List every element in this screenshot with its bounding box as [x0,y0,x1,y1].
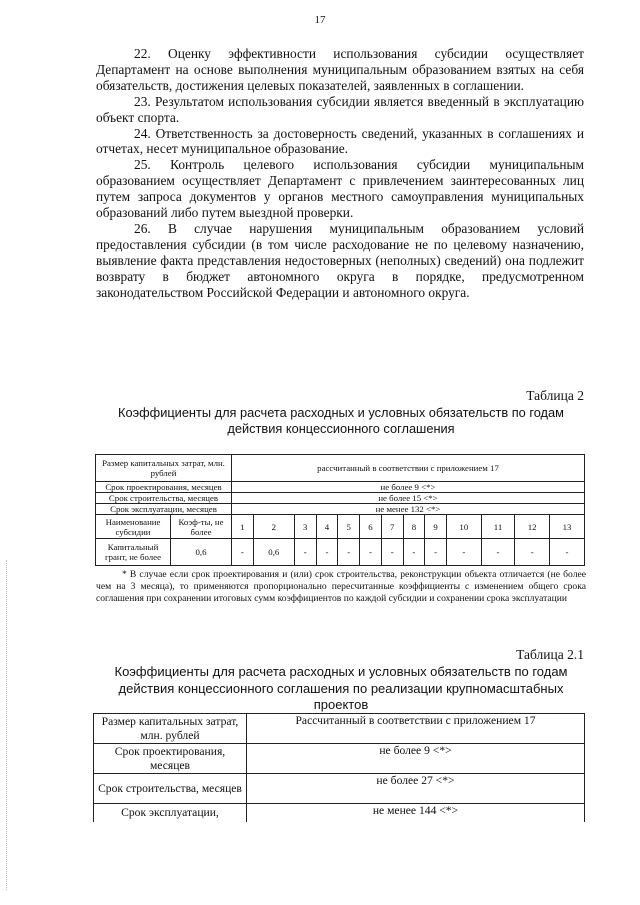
body-text [96,46,584,301]
table2-grant-coef: 0,6 [171,539,232,566]
scan-margin-line [6,560,8,890]
table2-label: Таблица 2 [526,388,584,403]
table21-row-label: Размер капитальных затрат, млн. рублей [94,714,247,744]
table2-year: 8 [403,515,425,539]
table21-row-label: Срок проектирования, месяцев [94,744,247,774]
table21-row-value: не менее 144 <*> [247,804,585,822]
table2-operation-label: Срок эксплуатации, месяцев [96,504,232,515]
table21-row-value: не более 27 <*> [247,774,585,804]
table2-grant-value: 0,6 [253,539,294,566]
table2-year: 10 [447,515,482,539]
table2-grant-value: - [316,539,338,566]
table2-year: 11 [481,515,515,539]
table21 [93,713,585,822]
page-number: 17 [314,14,326,26]
table2-grant-value: - [232,539,254,566]
table2-grant-value: - [338,539,360,566]
table2-grant-value: - [403,539,425,566]
table2-grant-value: - [515,539,550,566]
table21-title: Коэффициенты для расчета расходных и условных обязательств по годам действия концессионного соглашения по реализации крупномасштабных проектов [114,664,568,712]
table2-build-value: не более 15 <*> [232,493,585,504]
table2-year: 1 [232,515,254,539]
table2-year: 5 [338,515,360,539]
table2-header-coef: Коэф-ты, не более [171,515,232,539]
table2-footnote: * В случае если срок проектирования и (или) срок строительства, реконструкции объекта отличается (не более чем на 3 месяца), то применяются пропорционально пересчитанные коэффициенты с изменением общего срока соглашения при сохранении итоговых сумм коэффициентов по каждой субсидии и сохранении срока эксплуатации [96,569,586,605]
table21-label: Таблица 2.1 [516,647,584,662]
table2-grant-value: - [425,539,447,566]
paragraph-22: 22. Оценку эффективности использования субсидии осуществляет Департамент на основе выполнения муниципальным образованием взятых на себя обязательств, достижения целевых показателей, заявленных в соглашении. [96,46,584,93]
table2-grant-value: - [481,539,515,566]
table2-build-label: Срок строительства, месяцев [96,493,232,504]
table2-grant-value: - [294,539,316,566]
table2-title: Коэффициенты для расчета расходных и условных обязательств по годам действия концессионного соглашения [118,405,564,436]
table2-grant-value: - [381,539,403,566]
table2-grant-value: - [447,539,482,566]
table2-year: 2 [253,515,294,539]
table21-row-label: Срок эксплуатации, [94,804,247,822]
table21-row-value: не более 9 <*> [247,744,585,774]
table2-capital-label: Размер капитальных затрат, млн. рублей [96,455,232,482]
paragraph-23: 23. Результатом использования субсидии является введенный в эксплуатацию объект спорта. [96,93,584,125]
table2-year: 13 [550,515,585,539]
table2-grant-value: - [550,539,585,566]
table2-header-name: Наименование субсидии [96,515,171,539]
table2-operation-value: не менее 132 <*> [232,504,585,515]
table2-year: 9 [425,515,447,539]
table2 [95,454,585,566]
table2-year: 4 [316,515,338,539]
table2-year: 3 [294,515,316,539]
table2-year: 6 [360,515,382,539]
table2-year: 7 [381,515,403,539]
table2-design-value: не более 9 <*> [232,482,585,493]
table2-grant-label: Капитальный грант, не более [96,539,171,566]
table2-grant-value: - [360,539,382,566]
table2-capital-value: рассчитанный в соответствии с приложением 17 [232,455,585,482]
table2-year: 12 [515,515,550,539]
table21-row-value: Рассчитанный в соответствии с приложением 17 [247,714,585,744]
table2-design-label: Срок проектирования, месяцев [96,482,232,493]
paragraph-25: 25. Контроль целевого использования субсидии муниципальным образованием осуществляет Департамент с привлечением заинтересованных лиц путем запроса документов у органов местного самоуправления муниципальных образований либо путем выездной проверки. [96,157,584,221]
paragraph-26: 26. В случае нарушения муниципальным образованием условий предоставления субсидии (в том числе расходование не по целевому назначению, выявление факта представления недостоверных (неполных) сведений) она подлежит возврату в бюджет автономного округа в порядке, предусмотренном законодательством Российской Федерации и автономного округа. [96,220,584,300]
table21-row-label: Срок строительства, месяцев [94,774,247,804]
paragraph-24: 24. Ответственность за достоверность сведений, указанных в соглашениях и отчетах, несет муниципальное образование. [96,125,584,157]
